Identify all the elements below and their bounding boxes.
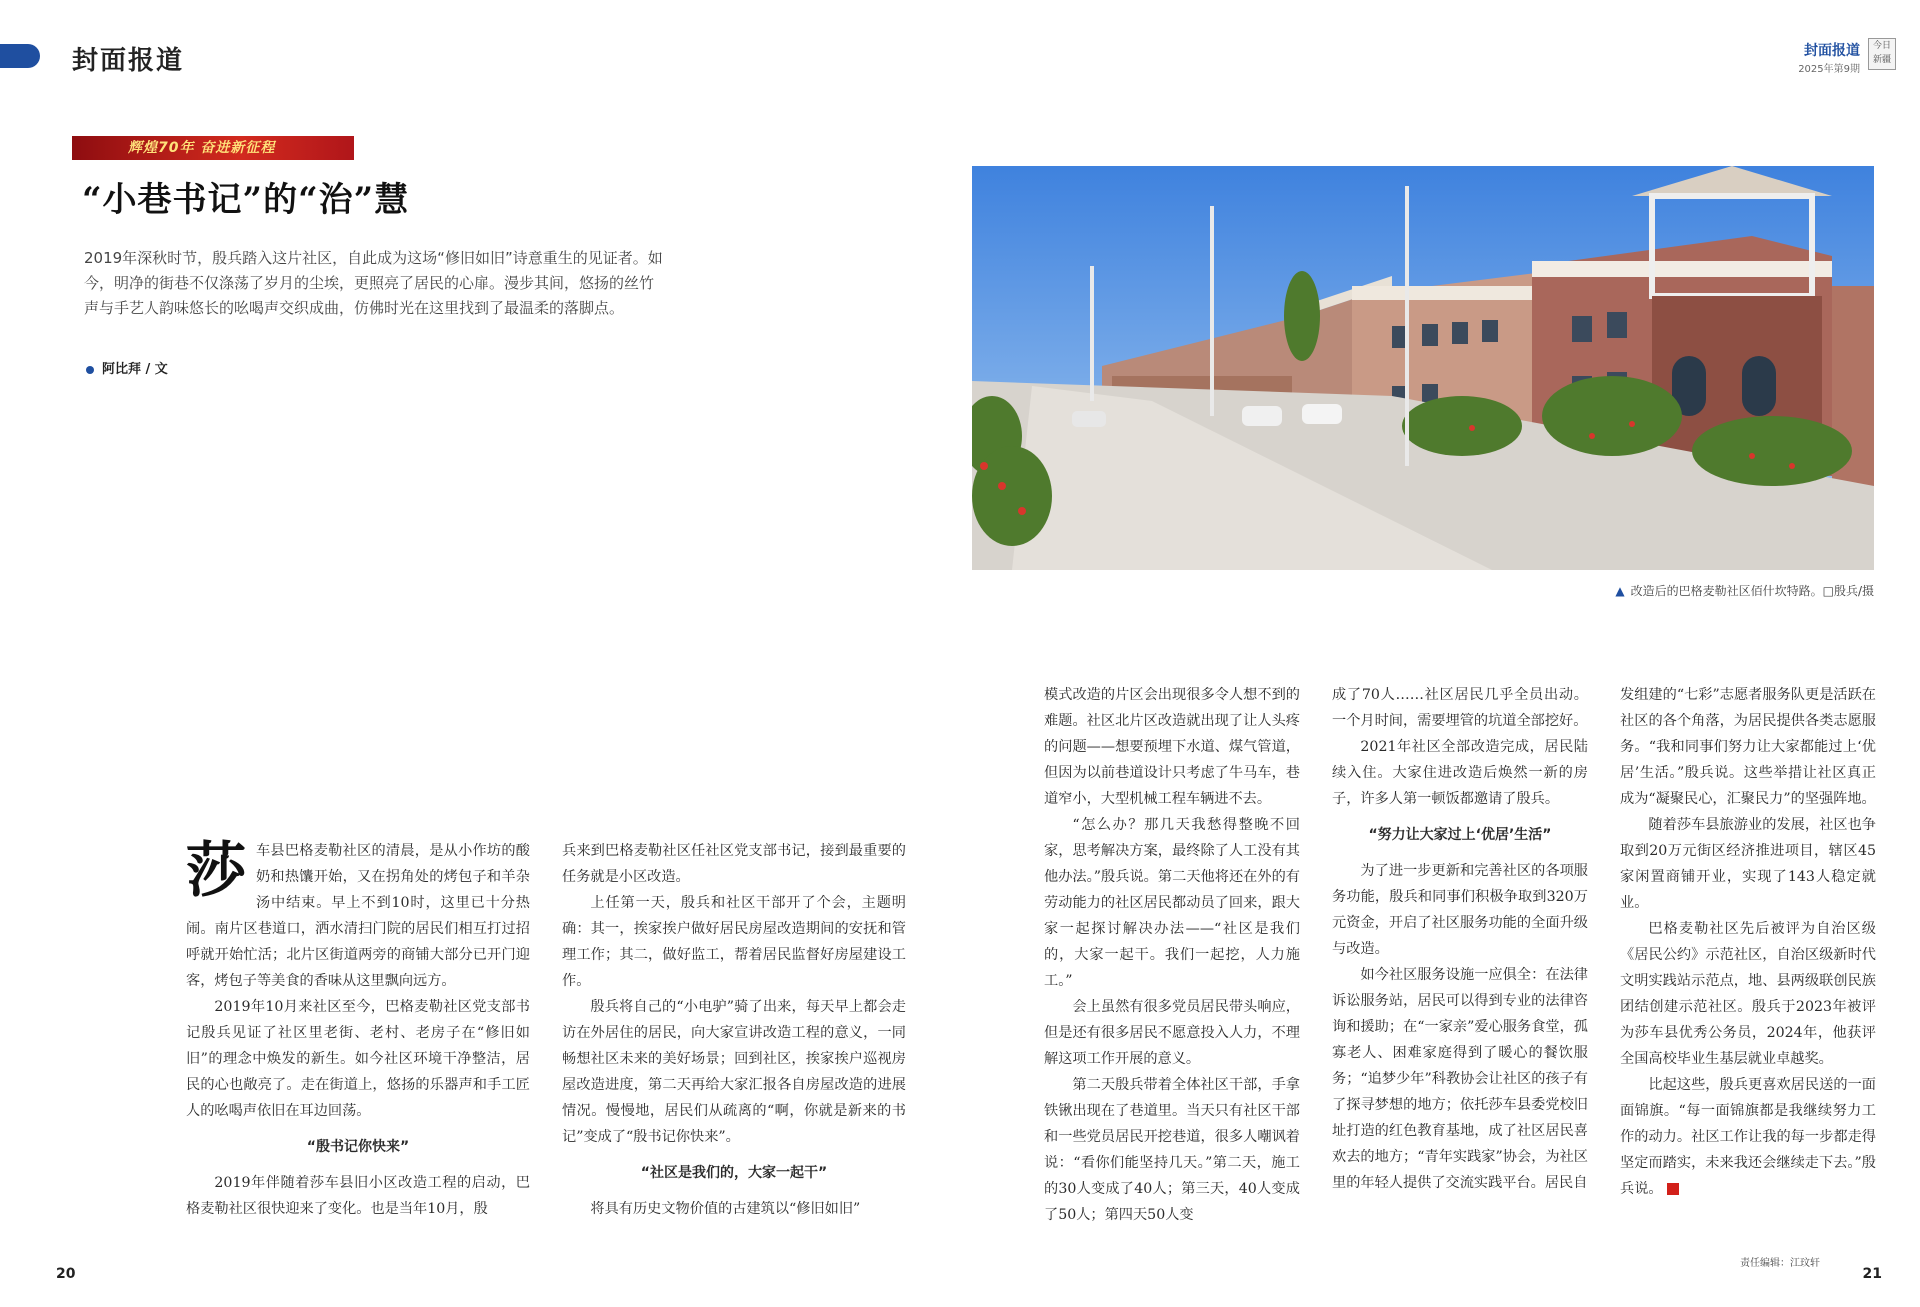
paragraph: “怎么办？那几天我愁得整晚不回家，思考解决方案，最终除了人工没有其他办法。”殷兵说。第二天他将还在外的有劳动能力的社区居民都动员了回来，跟大家一起探讨解决办法——“社区是我们的，大家一起干。我们一起挖，人力施工。”	[1044, 817, 1300, 989]
paragraph: 为了进一步更新和完善社区的各项服务功能，殷兵和同事们积极争取到320万元资金，开启了社区服务功能的全面升级与改造。	[1332, 863, 1588, 957]
paragraph: 2019年10月来社区至今，巴格麦勒社区党支部书记殷兵见证了社区里老街、老村、老房子在“修旧如旧”的理念中焕发的新生。如今社区环境干净整洁，居民的心也敞亮了。走在街道上，悠扬的乐器声和手工匠人的吆喝声依旧在耳边回荡。	[186, 999, 530, 1119]
paragraph-text: 比起这些，殷兵更喜欢居民送的一面面锦旗。“每一面锦旗都是我继续努力工作的动力。社区工作让我的每一步都走得坚定而踏实，未来我还会继续走下去。”殷兵说。	[1620, 1077, 1876, 1197]
body-column-3	[1044, 682, 1300, 1228]
article-lede: 2019年深秋时节，殷兵踏入这片社区，自此成为这场“修旧如旧”诗意重生的见证者。如今，明净的街巷不仅涤荡了岁月的尘埃，更照亮了居民的心扉。漫步其间，悠扬的丝竹声与手艺人韵味悠长的吆喝声交织成曲，仿佛时光在这里找到了最温柔的落脚点。	[84, 249, 663, 317]
paragraph: 成了70人……社区居民几乎全员出动。一个月时间，需要埋管的坑道全部挖好。	[1332, 687, 1588, 729]
byline-dot-icon	[86, 366, 94, 374]
paragraph: 巴格麦勒社区先后被评为自治区级《居民公约》示范社区，自治区级新时代文明实践站示范点，地、县两级联创民族团结创建示范社区。殷兵于2023年被评为莎车县优秀公务员，2024年，他获评全国高校毕业生基层就业卓越奖。	[1620, 921, 1876, 1067]
paragraph: 2021年社区全部改造完成，居民陆续入住。大家住进改造后焕然一新的房子，许多人第一顿饭都邀请了殷兵。	[1332, 739, 1588, 807]
banner-ribbon: 辉煌70年 奋进新征程	[72, 136, 354, 160]
body-column-1	[186, 838, 530, 1222]
section-tab-marker	[0, 44, 40, 68]
masthead-issue: 2025年第9期	[1798, 64, 1860, 75]
paragraph: 会上虽然有很多党员居民带头响应，但是还有很多居民不愿意投入人力，不理解这项工作开展的意义。	[1044, 999, 1300, 1067]
end-mark-icon	[1667, 1183, 1679, 1195]
paragraph: 车县巴格麦勒社区的清晨，是从小作坊的酸奶和热馕开始，又在拐角处的烤包子和羊杂汤中结束。早上不到10时，这里已十分热闹。南片区巷道口，洒水清扫门院的居民们相互打过招呼就开始忙活；北片区街道两旁的商铺大部分已开门迎客，烤包子等美食的香味从这里飘向远方。	[186, 843, 530, 989]
paragraph: 兵来到巴格麦勒社区任社区党支部书记，接到最重要的任务就是小区改造。	[562, 843, 906, 885]
masthead	[1798, 40, 1860, 75]
paragraph: 上任第一天，殷兵和社区干部开了个会，主题明确：其一，挨家挨户做好居民房屋改造期间的安抚和管理工作；其二，做好监工，帮着居民监督好房屋建设工作。	[562, 895, 906, 989]
article-title: “小巷书记”的“治”慧	[82, 180, 410, 220]
paragraph: 如今社区服务设施一应俱全：在法律诉讼服务站，居民可以得到专业的法律咨询和援助；在“一家亲”爱心服务食堂，孤寡老人、困难家庭得到了暖心的餐饮服务；“追梦少年”科教协会让社区的孩子有了探寻梦想的地方；依托莎车县委党校旧址打造的红色教育基地，成了社区居民喜欢去的地方；“青年实践家”协会，为社区里的年轻人提供了交流实践平台。居民自	[1332, 967, 1588, 1191]
body-column-5	[1620, 682, 1876, 1202]
dropcap: 莎	[186, 836, 246, 906]
magazine-logo: 今日新疆	[1868, 38, 1896, 70]
subheading: “社区是我们的，大家一起干”	[640, 1165, 828, 1181]
page-number-right: 21	[1862, 1266, 1882, 1282]
paragraph: 第二天殷兵带着全体社区干部，手拿铁锹出现在了巷道里。当天只有社区干部和一些党员居民开挖巷道，很多人嘲讽着说：“看你们能坚持几天。”第二天，施工的30人变成了40人；第三天，40人变成了50人；第四天50人变	[1044, 1077, 1300, 1223]
paragraph: 随着莎车县旅游业的发展，社区也争取到20万元街区经济推进项目，辖区45家闲置商铺开业，实现了143人稳定就业。	[1620, 817, 1876, 911]
caption-triangle-icon: ▲	[1615, 584, 1625, 598]
subheading: “殷书记你快来”	[306, 1139, 410, 1155]
article-photo	[972, 166, 1874, 570]
body-column-4	[1332, 682, 1588, 1196]
paragraph: 模式改造的片区会出现很多令人想不到的难题。社区北片区改造就出现了让人头疼的问题——想要预埋下水道、煤气管道，但因为以前巷道设计只考虑了牛马车，巷道窄小，大型机械工程车辆进不去。	[1044, 687, 1300, 807]
body-column-2	[562, 838, 906, 1222]
paragraph: 发组建的“七彩”志愿者服务队更是活跃在社区的各个角落，为居民提供各类志愿服务。“我和同事们努力让大家都能过上‘优居’生活。”殷兵说。这些举措让社区真正成为“凝聚民心，汇聚民力”的坚强阵地。	[1620, 687, 1876, 807]
paragraph: 将具有历史文物价值的古建筑以“修旧如旧”	[590, 1201, 861, 1217]
byline	[86, 358, 168, 377]
subheading: “努力让大家过上‘优居’生活”	[1368, 827, 1552, 843]
paragraph: 2019年伴随着莎车县旧小区改造工程的启动，巴格麦勒社区很快迎来了变化。也是当年10月，殷	[186, 1175, 530, 1217]
paragraph: 殷兵将自己的“小电驴”骑了出来，每天早上都会走访在外居住的居民，向大家宣讲改造工程的意义，一同畅想社区未来的美好场景；回到社区，挨家挨户巡视房屋改造进度，第二天再给大家汇报各自房屋改造的进展情况。慢慢地，居民们从疏离的“啊，你就是新来的书记”变成了“殷书记你快来”。	[562, 999, 906, 1145]
byline-text: 阿比拜 / 文	[102, 362, 168, 377]
page-number-left: 20	[56, 1266, 76, 1282]
photo-caption	[1615, 582, 1874, 599]
section-label: 封面报道	[72, 46, 185, 76]
masthead-title: 封面报道	[1804, 43, 1860, 59]
editor-credit: 责任编辑：江玟轩	[1740, 1258, 1820, 1269]
paragraph	[1620, 1072, 1876, 1202]
photo-caption-text: 改造后的巴格麦勒社区佰什坎特路。□殷兵/摄	[1630, 584, 1874, 598]
